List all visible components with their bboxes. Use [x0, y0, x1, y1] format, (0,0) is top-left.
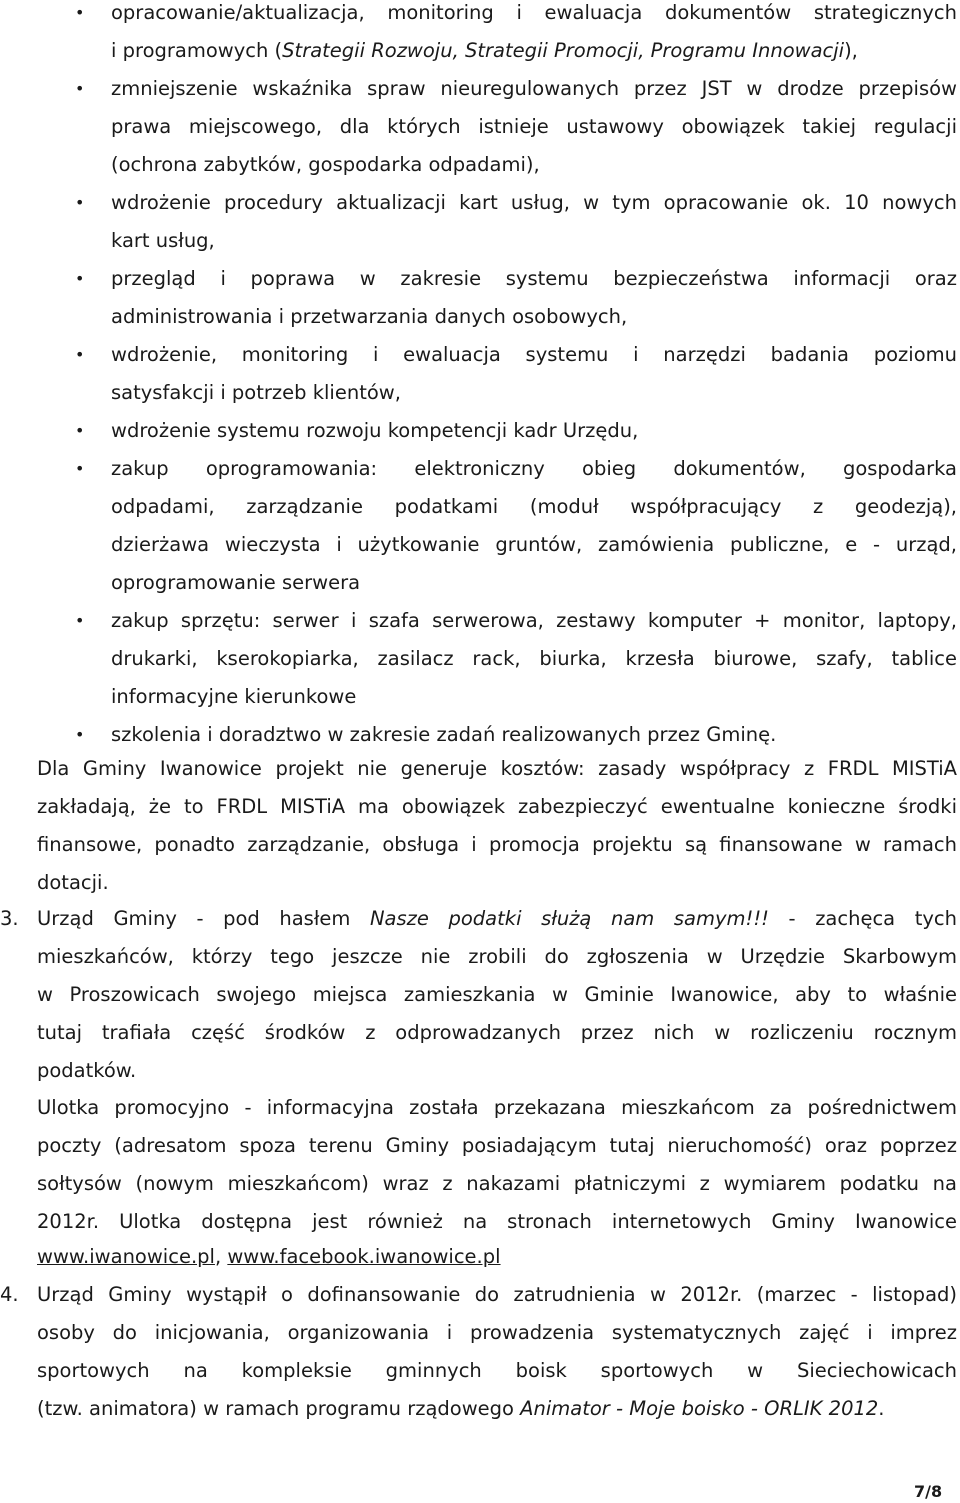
bullet-line: opracowanie/aktualizacja, monitoring i ewaluacja dokumentów strategicznych: [111, 1, 957, 24]
bullet-marker: •: [75, 421, 85, 440]
item-number: 3.: [0, 907, 19, 930]
bullet-marker: •: [75, 459, 85, 478]
bullet-line: szkolenia i doradztwo w zakresie zadań realizowanych przez Gminę.: [111, 723, 777, 746]
link-facebook[interactable]: www.facebook.iwanowice.pl: [227, 1245, 501, 1268]
paragraph-line: finansowe, ponadto zarządzanie, obsługa i promocja projektu są finansowane w ramach: [37, 833, 957, 856]
text-run: i programowych (: [111, 39, 283, 62]
bullet-line: [111, 39, 957, 63]
paragraph-line: dotacji.: [37, 871, 109, 894]
item-line: podatków.: [37, 1059, 137, 1082]
bullet-marker: •: [75, 79, 85, 98]
italic-text-run: Nasze podatki służą nam samym!!!: [369, 907, 769, 930]
item-number: 4.: [0, 1283, 19, 1306]
bullet-line: informacyjne kierunkowe: [111, 685, 357, 708]
bullet-line: przegląd i poprawa w zakresie systemu bezpieczeństwa informacji oraz: [111, 267, 957, 290]
bullet-line: wdrożenie systemu rozwoju kompetencji kadr Urzędu,: [111, 419, 639, 442]
paragraph-line: Ulotka promocyjno - informacyjna została przekazana mieszkańcom za pośrednictwem: [37, 1096, 957, 1119]
paragraph-line: 2012r. Ulotka dostępna jest również na stronach internetowych Gminy Iwanowice: [37, 1210, 957, 1233]
item-line: [37, 907, 957, 931]
bullet-marker: •: [75, 3, 85, 22]
links-line: [37, 1245, 501, 1269]
italic-text-run: Animator - Moje boisko - ORLIK 2012: [520, 1397, 879, 1420]
bullet-marker: •: [75, 725, 85, 744]
bullet-line: administrowania i przetwarzania danych osobowych,: [111, 305, 628, 328]
item-line: [37, 1397, 957, 1421]
text-run: ),: [844, 39, 858, 62]
bullet-line: prawa miejscowego, dla których istnieje ustawowy obowiązek takiej regulacji: [111, 115, 957, 138]
bullet-marker: •: [75, 269, 85, 288]
italic-text-run: Strategii Rozwoju, Strategii Promocji, Programu Innowacji: [282, 39, 845, 62]
bullet-line: zakup sprzętu: serwer i szafa serwerowa, zestawy komputer + monitor, laptopy,: [111, 609, 957, 632]
item-line: mieszkańców, którzy tego jeszcze nie zrobili do zgłoszenia w Urzędzie Skarbowym: [37, 945, 957, 968]
bullet-line: dzierżawa wieczysta i użytkowanie gruntów, zamówienia publiczne, e - urząd,: [111, 533, 957, 556]
bullet-line: wdrożenie procedury aktualizacji kart usług, w tym opracowanie ok. 10 nowych: [111, 191, 957, 214]
text-run: .: [878, 1397, 885, 1420]
text-run: - zachęca tych: [768, 907, 957, 930]
bullet-marker: •: [75, 345, 85, 364]
item-line: sportowych na kompleksie gminnych boisk sportowych w Sieciechowicach: [37, 1359, 957, 1382]
text-run: (tzw. animatora) w ramach programu rządowego: [37, 1397, 521, 1420]
item-line: Urząd Gminy wystąpił o dofinansowanie do zatrudnienia w 2012r. (marzec - listopad): [37, 1283, 957, 1306]
paragraph-line: poczty (adresatom spoza terenu Gminy posiadającym tutaj nieruchomość) oraz poprzez: [37, 1134, 957, 1157]
bullet-line: odpadami, zarządzanie podatkami (moduł współpracujący z geodezją),: [111, 495, 957, 518]
bullet-marker: •: [75, 193, 85, 212]
item-line: osoby do inicjowania, organizowania i prowadzenia systematycznych zajęć i imprez: [37, 1321, 957, 1344]
paragraph-line: sołtysów (nowym mieszkańcom) wraz z nakazami płatniczymi z wymiarem podatku na: [37, 1172, 957, 1195]
bullet-line: zakup oprogramowania: elektroniczny obieg dokumentów, gospodarka: [111, 457, 957, 480]
bullet-line: zmniejszenie wskaźnika spraw nieuregulowanych przez JST w drodze przepisów: [111, 77, 957, 100]
link-iwanowice[interactable]: www.iwanowice.pl: [37, 1245, 215, 1268]
item-line: w Proszowicach swojego miejsca zamieszkania w Gminie Iwanowice, aby to właśnie: [37, 983, 957, 1006]
item-line: tutaj trafiała część środków z odprowadzanych przez nich w rozliczeniu rocznym: [37, 1021, 957, 1044]
text-run: Urząd Gminy - pod hasłem: [37, 907, 370, 930]
bullet-line: kart usług,: [111, 229, 215, 252]
bullet-line: (ochrona zabytków, gospodarka odpadami),: [111, 153, 540, 176]
bullet-line: drukarki, kserokopiarka, zasilacz rack, biurka, krzesła biurowe, szafy, tablice: [111, 647, 957, 670]
paragraph-line: Dla Gminy Iwanowice projekt nie generuje kosztów: zasady współpracy z FRDL MISTiA: [37, 757, 957, 780]
paragraph-line: zakładają, że to FRDL MISTiA ma obowiązek zabezpieczyć ewentualne konieczne środki: [37, 795, 957, 818]
bullet-line: wdrożenie, monitoring i ewaluacja systemu i narzędzi badania poziomu: [111, 343, 957, 366]
link-separator: ,: [214, 1245, 228, 1268]
bullet-marker: •: [75, 611, 85, 630]
page-number: 7/8: [914, 1482, 943, 1501]
bullet-line: oprogramowanie serwera: [111, 571, 361, 594]
bullet-line: satysfakcji i potrzeb klientów,: [111, 381, 401, 404]
